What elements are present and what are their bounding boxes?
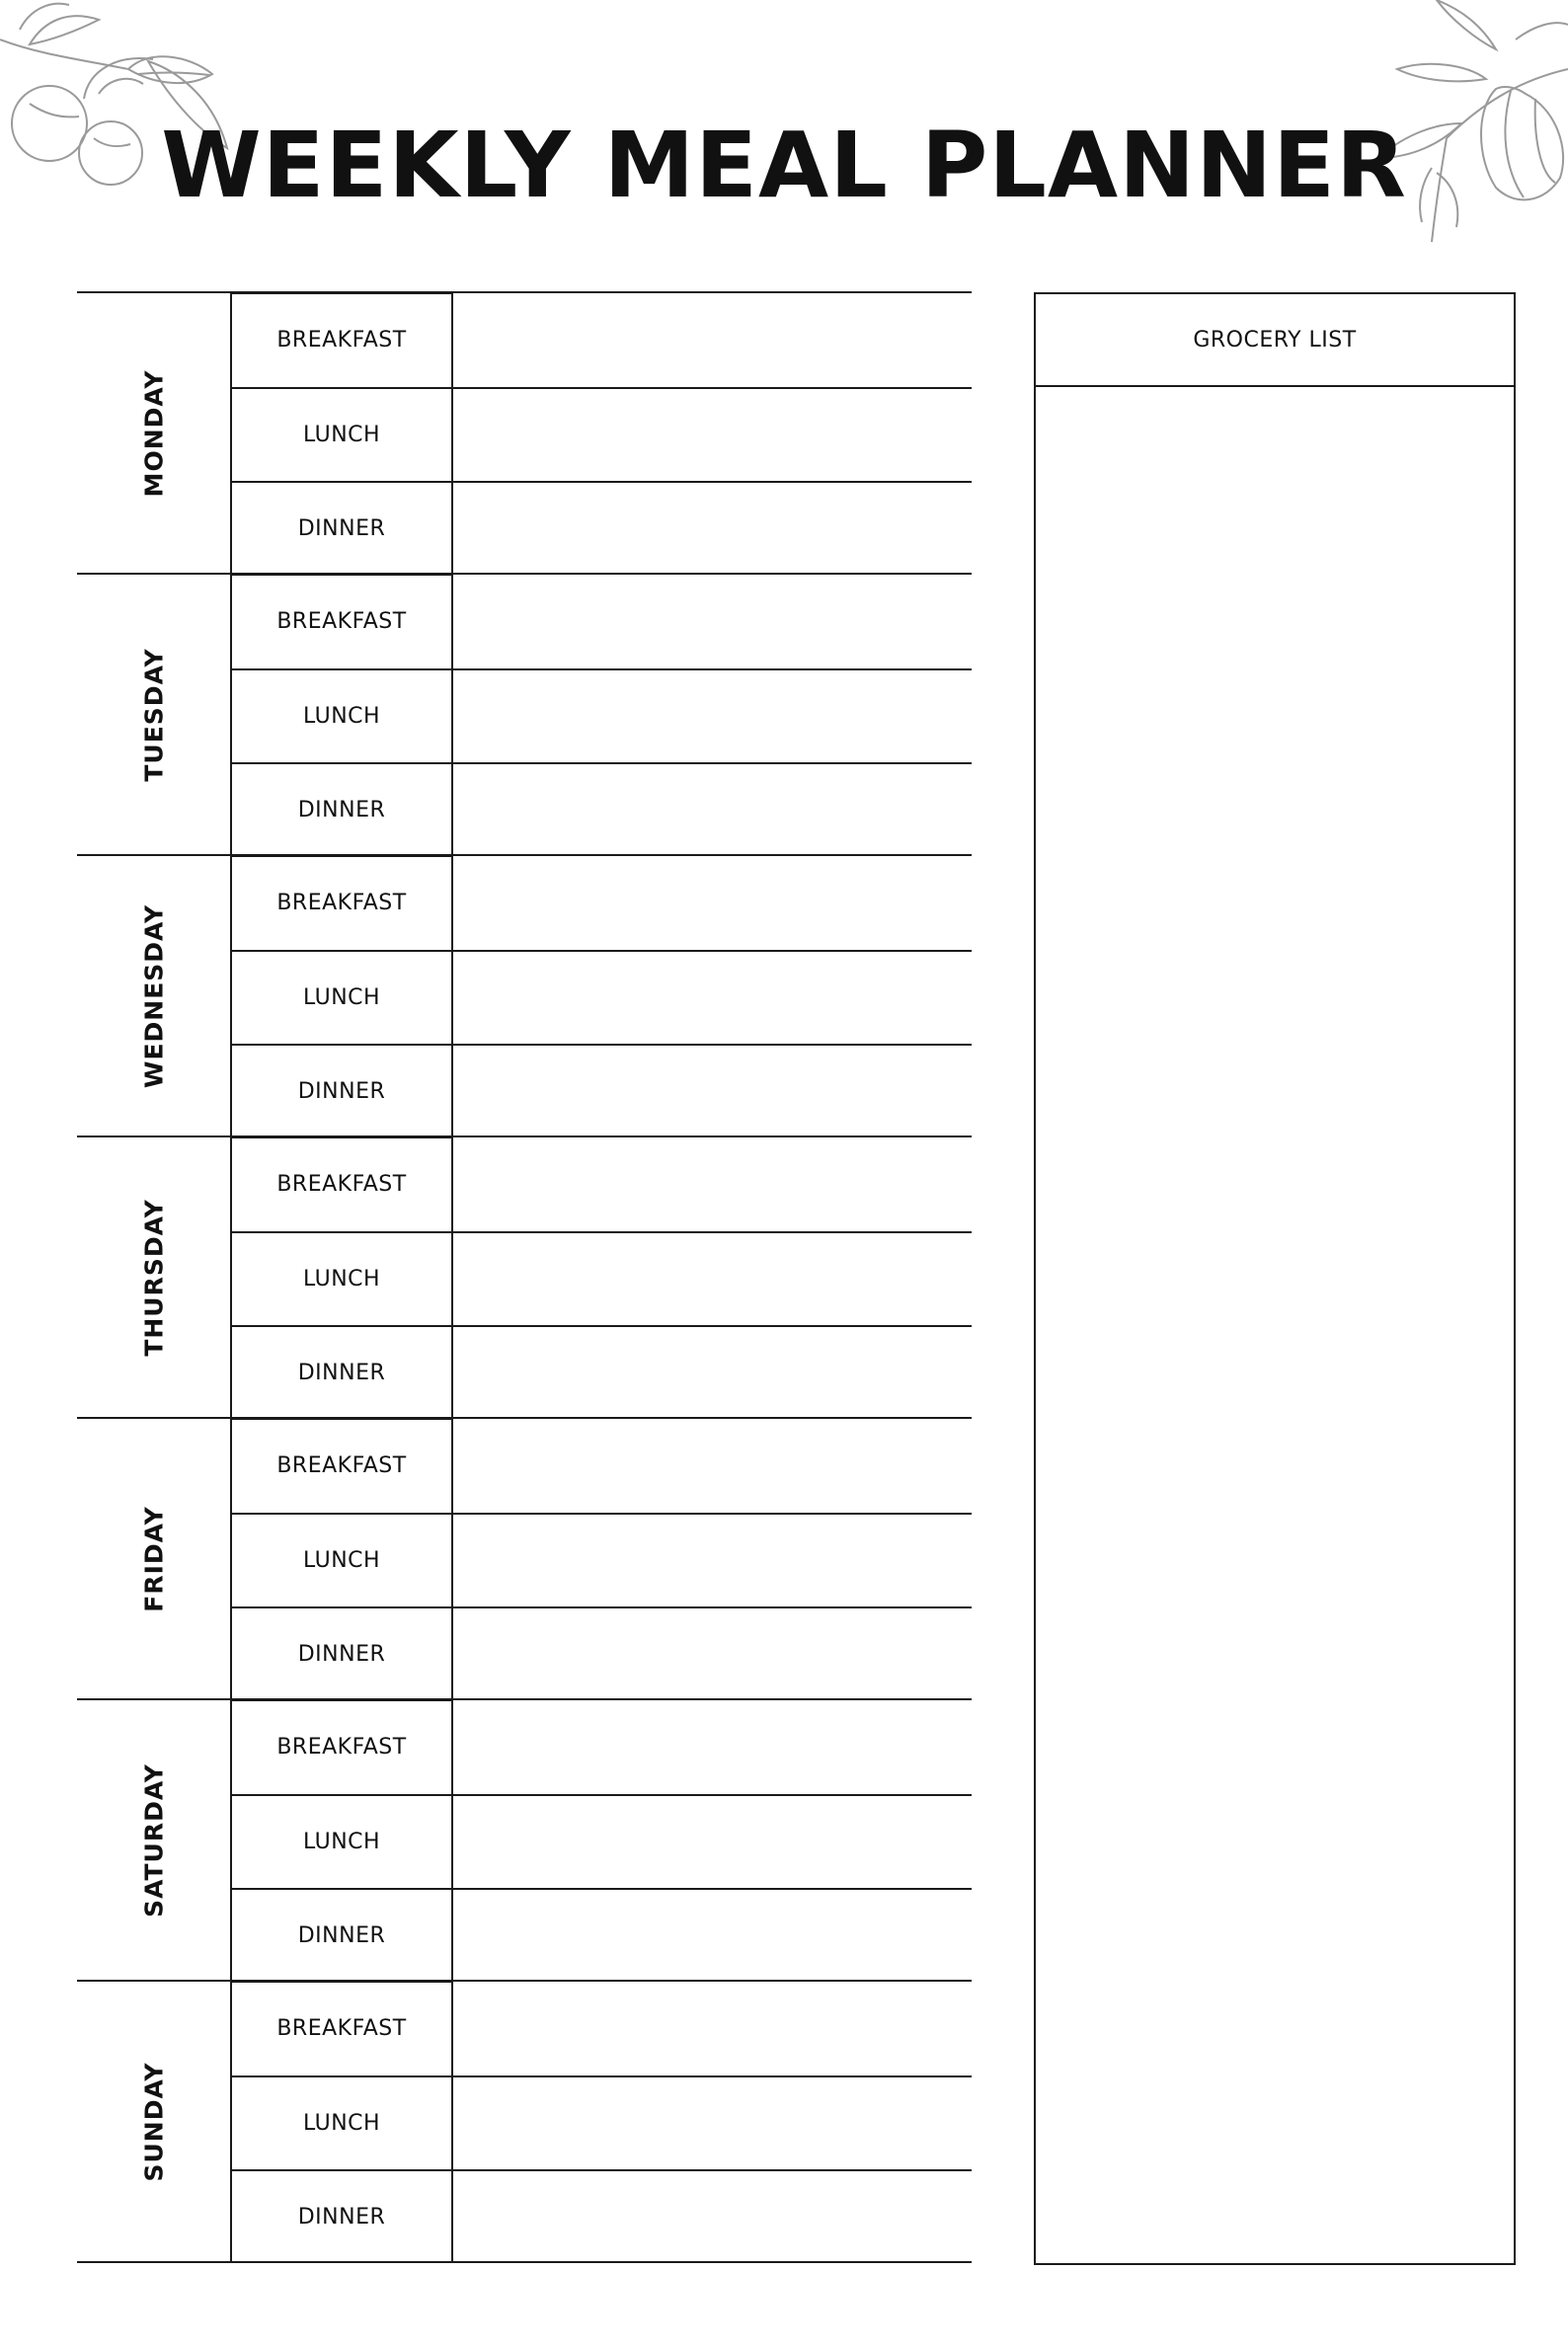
meal-row xyxy=(230,856,972,950)
meal-entry-field[interactable] xyxy=(453,1233,972,1325)
day-label-cell xyxy=(77,1419,230,1698)
meal-entry-field[interactable] xyxy=(453,293,972,387)
meal-entry-field[interactable] xyxy=(453,1137,972,1231)
meal-label: DINNER xyxy=(297,1361,386,1385)
meal-label: DINNER xyxy=(297,1923,386,1948)
meal-label: DINNER xyxy=(297,798,386,822)
meal-row xyxy=(230,1325,972,1419)
meal-label: BREAKFAST xyxy=(276,1453,407,1478)
day-label: FRIDAY xyxy=(139,1505,168,1612)
meal-label: DINNER xyxy=(297,2205,386,2230)
day-block xyxy=(77,1417,972,1698)
meal-entry-field[interactable] xyxy=(453,389,972,481)
day-block xyxy=(77,1980,972,2263)
meal-row xyxy=(230,1700,972,1794)
meal-label: LUNCH xyxy=(302,1548,381,1573)
meal-row xyxy=(230,1888,972,1982)
day-label-cell xyxy=(77,1700,230,1980)
meal-entry-field[interactable] xyxy=(453,1046,972,1137)
meal-label: BREAKFAST xyxy=(276,328,407,352)
meal-entry-field[interactable] xyxy=(453,575,972,668)
meal-entry-field[interactable] xyxy=(453,1890,972,1982)
meal-row xyxy=(230,2075,972,2169)
meal-entry-field[interactable] xyxy=(453,952,972,1044)
meal-row xyxy=(230,1044,972,1137)
meal-entry-field[interactable] xyxy=(453,856,972,950)
meal-row xyxy=(230,1419,972,1513)
meal-entry-field[interactable] xyxy=(453,1982,972,2075)
meal-entry-field[interactable] xyxy=(453,1608,972,1700)
day-label: MONDAY xyxy=(139,369,168,497)
meal-entry-field[interactable] xyxy=(453,1700,972,1794)
day-label: SUNDAY xyxy=(139,2061,168,2182)
meal-label: LUNCH xyxy=(302,2111,381,2136)
meal-label: DINNER xyxy=(297,1642,386,1667)
meal-row xyxy=(230,1794,972,1888)
meal-label: BREAKFAST xyxy=(276,891,407,915)
day-block xyxy=(77,1698,972,1980)
meal-label: DINNER xyxy=(297,516,386,541)
meal-row xyxy=(230,668,972,762)
day-label-cell xyxy=(77,575,230,854)
grocery-list-area[interactable] xyxy=(1036,387,1514,2263)
grocery-list-header: GROCERY LIST xyxy=(1036,294,1514,387)
day-block xyxy=(77,1135,972,1417)
meal-entry-field[interactable] xyxy=(453,764,972,856)
meal-row xyxy=(230,2169,972,2263)
meal-label: LUNCH xyxy=(302,1267,381,1292)
meal-row xyxy=(230,1231,972,1325)
meal-row xyxy=(230,950,972,1044)
meal-row xyxy=(230,293,972,387)
meal-label: BREAKFAST xyxy=(276,609,407,634)
meal-row xyxy=(230,1137,972,1231)
day-label-cell xyxy=(77,1982,230,2261)
meal-label: BREAKFAST xyxy=(276,1172,407,1197)
meal-label: DINNER xyxy=(297,1079,386,1104)
meal-row xyxy=(230,481,972,575)
meal-row xyxy=(230,1982,972,2075)
meal-entry-field[interactable] xyxy=(453,670,972,762)
day-label: THURSDAY xyxy=(139,1198,168,1357)
meal-label: LUNCH xyxy=(302,423,381,447)
day-label: WEDNESDAY xyxy=(139,903,168,1088)
meal-entry-field[interactable] xyxy=(453,2077,972,2169)
meal-row xyxy=(230,762,972,856)
day-block xyxy=(77,573,972,854)
meal-row xyxy=(230,387,972,481)
meal-entry-field[interactable] xyxy=(453,1419,972,1513)
day-label-cell xyxy=(77,856,230,1135)
meal-entry-field[interactable] xyxy=(453,2171,972,2263)
day-label: SATURDAY xyxy=(139,1762,168,1918)
day-block xyxy=(77,291,972,573)
meal-label: BREAKFAST xyxy=(276,2016,407,2041)
meal-entry-field[interactable] xyxy=(453,1515,972,1606)
meal-row xyxy=(230,1513,972,1606)
meal-label: LUNCH xyxy=(302,1830,381,1854)
meal-entry-field[interactable] xyxy=(453,1327,972,1419)
meal-entry-field[interactable] xyxy=(453,483,972,575)
day-label: TUESDAY xyxy=(139,647,168,782)
meal-label: LUNCH xyxy=(302,704,381,729)
meal-label: BREAKFAST xyxy=(276,1735,407,1760)
meal-entry-field[interactable] xyxy=(453,1796,972,1888)
day-label-cell xyxy=(77,293,230,573)
meal-label: LUNCH xyxy=(302,985,381,1010)
meal-planner-grid xyxy=(77,291,972,2266)
page-title: WEEKLY MEAL PLANNER xyxy=(161,113,1407,218)
meal-row xyxy=(230,575,972,668)
day-label-cell xyxy=(77,1137,230,1417)
day-block xyxy=(77,854,972,1135)
meal-row xyxy=(230,1606,972,1700)
grocery-list-box xyxy=(1034,292,1516,2265)
